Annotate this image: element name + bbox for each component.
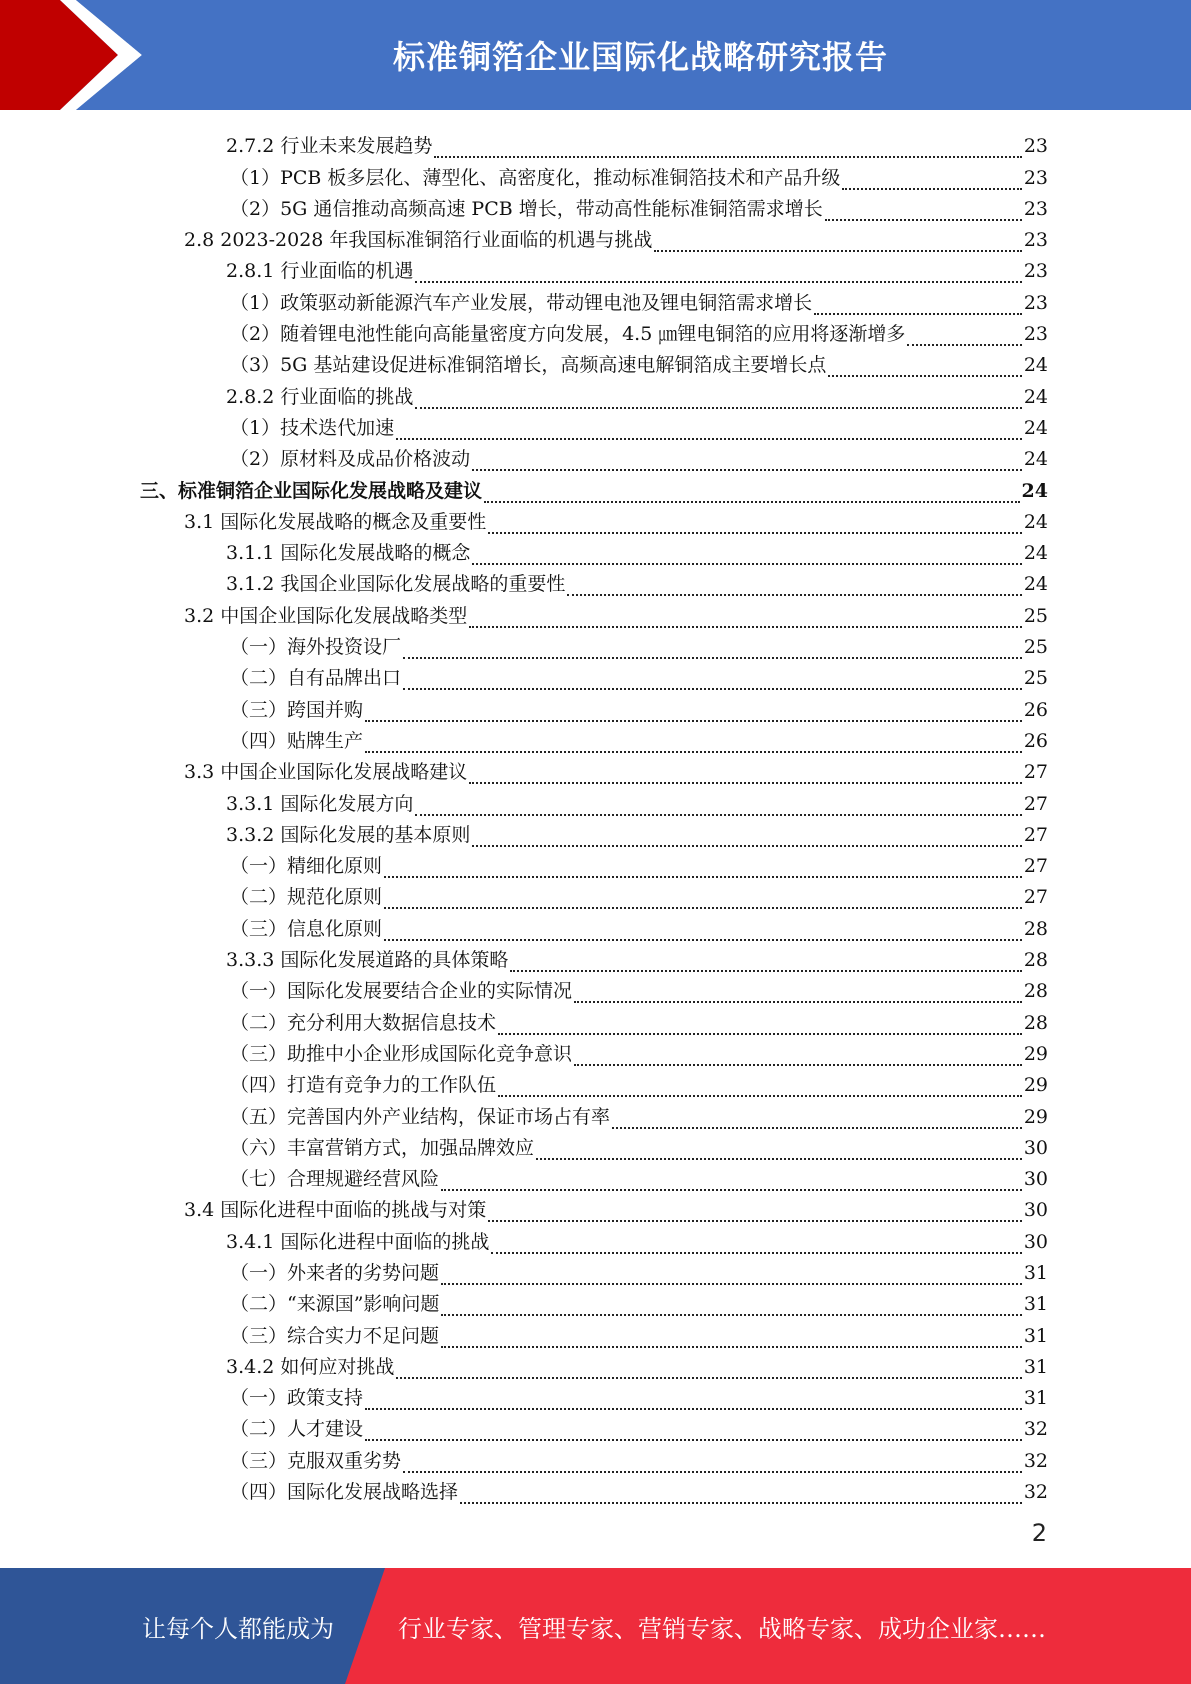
toc-entry[interactable] [140,1254,1048,1285]
toc-entry-page: 24 [1023,573,1048,596]
toc-dot-leader [814,296,1022,315]
toc-entry-page: 32 [1023,1481,1048,1504]
toc-entry-page: 24 [1023,354,1048,377]
toc-entry[interactable] [140,596,1048,627]
toc-dot-leader [828,358,1021,377]
toc-dot-leader [574,1047,1022,1066]
toc-dot-leader [469,609,1022,628]
toc-dot-leader [441,1329,1022,1348]
toc-entry[interactable] [140,221,1048,252]
toc-entry[interactable] [140,1222,1048,1253]
toc-entry[interactable] [140,690,1048,721]
toc-entry-page: 24 [1023,510,1048,533]
toc-entry[interactable] [140,1316,1048,1347]
toc-entry-page: 25 [1023,636,1048,659]
toc-entry[interactable] [140,565,1048,596]
toc-dot-leader [469,765,1022,784]
toc-entry-title: 3.2 中国企业国际化发展战略类型 [184,604,468,627]
toc-entry-title: （五）完善国内外产业结构，保证市场占有率 [230,1105,611,1128]
toc-entry-title: 2.8.2 行业面临的挑战 [226,385,414,408]
page-number: 2 [1031,1519,1047,1547]
toc-entry[interactable] [140,878,1048,909]
toc-dot-leader [498,1016,1022,1035]
toc-entry-page: 31 [1023,1261,1048,1284]
toc-entry[interactable] [140,1441,1048,1472]
toc-entry[interactable] [140,471,1048,502]
toc-dot-leader [365,703,1022,722]
toc-entry[interactable] [140,659,1048,690]
toc-entry-title: （二）充分利用大数据信息技术 [230,1011,497,1034]
toc-entry-title: 3.1.1 国际化发展战略的概念 [226,542,471,565]
toc-entry[interactable] [140,1129,1048,1160]
toc-entry[interactable] [140,1066,1048,1097]
toc-entry-title: （2）5G 通信推动高频高速 PCB 增长，带动高性能标准铜箔需求增长 [230,197,823,220]
toc-entry-title: （六）丰富营销方式，加强品牌效应 [230,1136,535,1159]
toc-dot-leader [510,953,1021,972]
toc-entry-title: （七）合理规避经营风险 [230,1168,440,1191]
toc-dot-leader [536,1141,1022,1160]
toc-entry[interactable] [140,503,1048,534]
toc-dot-leader [396,421,1022,440]
toc-entry-title: （二）自有品牌出口 [230,667,402,690]
toc-entry[interactable] [140,1097,1048,1128]
toc-dot-leader [384,859,1022,878]
toc-entry-page: 32 [1023,1449,1048,1472]
toc-entry[interactable] [140,1035,1048,1066]
toc-entry[interactable] [140,941,1048,972]
toc-entry-title: （二）“来源国”影响问题 [230,1293,440,1316]
toc-dot-leader [365,1391,1022,1410]
toc-entry-title: （三）跨国并购 [230,698,364,721]
toc-entry-page: 28 [1023,980,1048,1003]
toc-entry-title: 3.3.2 国际化发展的基本原则 [226,823,471,846]
page-footer [0,1568,1191,1684]
toc-entry-title: （2）原材料及成品价格波动 [230,448,471,471]
footer-slogan-right: 行业专家、管理专家、营销专家、战略专家、成功企业家…… [398,1614,1046,1643]
toc-entry-title: 3.4 国际化进程中面临的挑战与对策 [184,1199,487,1222]
toc-entry[interactable] [140,1160,1048,1191]
toc-dot-leader [491,1235,1021,1254]
toc-entry-title: （1）技术迭代加速 [230,416,395,439]
toc-dot-leader [384,890,1022,909]
toc-entry-page: 23 [1023,260,1048,283]
toc-entry-page: 30 [1023,1168,1048,1191]
toc-entry-page: 27 [1023,886,1048,909]
toc-dot-leader [403,640,1022,659]
toc-dot-leader [488,515,1022,534]
toc-entry-title: （四）打造有竞争力的工作队伍 [230,1074,497,1097]
toc-dot-leader [441,1297,1021,1316]
toc-entry-title: 3.3.1 国际化发展方向 [226,792,414,815]
toc-entry[interactable] [140,440,1048,471]
toc-entry[interactable] [140,252,1048,283]
toc-dot-leader [365,1422,1022,1441]
toc-entry-title: 2.7.2 行业未来发展趋势 [226,135,433,158]
toc-entry[interactable] [140,1285,1048,1316]
toc-dot-leader [415,797,1021,816]
toc-entry-page: 24 [1023,448,1048,471]
toc-entry-title: 3.3 中国企业国际化发展战略建议 [184,761,468,784]
toc-entry-title: （三）克服双重劣势 [230,1449,402,1472]
toc-entry[interactable] [140,628,1048,659]
toc-entry[interactable] [140,127,1048,158]
toc-entry-page: 23 [1023,166,1048,189]
toc-entry-page: 27 [1023,792,1048,815]
toc-entry[interactable] [140,158,1048,189]
toc-entry-page: 29 [1023,1105,1048,1128]
toc-entry-title: 3.3.3 国际化发展道路的具体策略 [226,949,509,972]
toc-entry-title: 2.8 2023-2028 年我国标准铜箔行业面临的机遇与挑战 [184,229,653,252]
toc-entry[interactable] [140,722,1048,753]
toc-entry-page: 29 [1023,1074,1048,1097]
toc-entry-page: 28 [1023,1011,1048,1034]
toc-dot-leader [567,577,1021,596]
footer-slogan-left: 让每个人都能成为 [142,1614,334,1643]
toc-entry-title: （二）规范化原则 [230,886,383,909]
toc-entry[interactable] [140,1410,1048,1441]
toc-dot-leader [472,546,1021,565]
toc-dot-leader [574,984,1022,1003]
toc-entry-page: 24 [1023,542,1048,565]
toc-entry[interactable] [140,972,1048,1003]
toc-entry-page: 31 [1023,1324,1048,1347]
toc-entry-page: 32 [1023,1418,1048,1441]
toc-entry-title: （三）综合实力不足问题 [230,1324,440,1347]
toc-entry-title: （一）国际化发展要结合企业的实际情况 [230,980,573,1003]
toc-entry[interactable] [140,534,1048,565]
toc-entry-page: 26 [1023,729,1048,752]
toc-entry-page: 28 [1023,949,1048,972]
toc-entry-title: （1）政策驱动新能源汽车产业发展，带动锂电池及锂电铜箔需求增长 [230,291,813,314]
toc-entry[interactable] [140,1473,1048,1504]
toc-entry-page: 26 [1023,698,1048,721]
toc-entry-title: （四）国际化发展战略选择 [230,1481,459,1504]
toc-dot-leader [403,671,1022,690]
toc-entry-page: 29 [1023,1042,1048,1065]
toc-entry[interactable] [140,190,1048,221]
toc-entry[interactable] [140,346,1048,377]
toc-entry-title: （一）外来者的劣势问题 [230,1261,440,1284]
toc-dot-leader [907,327,1021,346]
toc-dot-leader [415,264,1021,283]
toc-dot-leader [488,1203,1022,1222]
toc-dot-leader [403,1454,1022,1473]
toc-entry[interactable] [140,283,1048,314]
toc-entry-title: （1）PCB 板多层化、薄型化、高密度化，推动标准铜箔技术和产品升级 [230,166,841,189]
toc-entry-title: 三、标准铜箔企业国际化发展战略及建议 [140,479,483,502]
toc-entry-title: 3.4.2 如何应对挑战 [226,1355,395,1378]
header-arrow-decoration [0,0,150,110]
toc-dot-leader [441,1266,1022,1285]
toc-entry-page: 24 [1023,416,1048,439]
report-title: 标准铜箔企业国际化战略研究报告 [392,38,888,76]
toc-dot-leader [415,390,1021,409]
toc-entry-page: 31 [1023,1355,1048,1378]
toc-entry-title: 3.4.1 国际化进程中面临的挑战 [226,1230,490,1253]
toc-entry[interactable] [140,1191,1048,1222]
toc-dot-leader [472,452,1022,471]
toc-entry-title: （一）政策支持 [230,1387,364,1410]
toc-entry[interactable] [140,409,1048,440]
toc-entry-page: 23 [1023,291,1048,314]
toc-entry-title: （三）助推中小企业形成国际化竞争意识 [230,1042,573,1065]
toc-entry-page: 30 [1023,1199,1048,1222]
toc-entry-title: 3.1.2 我国企业国际化发展战略的重要性 [226,573,566,596]
toc-dot-leader [484,484,1020,503]
table-of-contents [140,127,1048,1504]
toc-entry-title: （三）信息化原则 [230,917,383,940]
toc-entry-title: （二）人才建设 [230,1418,364,1441]
toc-entry-title: （2）随着锂电池性能向高能量密度方向发展，4.5 ㎛锂电铜箔的应用将逐渐增多 [230,323,906,346]
toc-dot-leader [654,233,1021,252]
toc-entry-page: 24 [1021,479,1048,502]
toc-entry[interactable] [140,753,1048,784]
toc-entry-page: 25 [1023,667,1048,690]
toc-entry[interactable] [140,1379,1048,1410]
toc-dot-leader [842,171,1021,190]
toc-entry-page: 31 [1023,1387,1048,1410]
toc-entry-page: 31 [1023,1293,1048,1316]
toc-dot-leader [396,1360,1021,1379]
toc-entry-page: 27 [1023,761,1048,784]
toc-entry-page: 25 [1023,604,1048,627]
toc-entry-title: 2.8.1 行业面临的机遇 [226,260,414,283]
toc-entry[interactable] [140,816,1048,847]
toc-entry-title: （一）海外投资设厂 [230,636,402,659]
toc-entry-title: （3）5G 基站建设促进标准铜箔增长，高频高速电解铜箔成主要增长点 [230,354,827,377]
toc-entry[interactable] [140,909,1048,940]
toc-dot-leader [434,139,1021,158]
toc-dot-leader [498,1078,1022,1097]
toc-entry-page: 23 [1023,229,1048,252]
toc-dot-leader [612,1110,1022,1129]
toc-dot-leader [365,734,1022,753]
toc-entry-title: 3.1 国际化发展战略的概念及重要性 [184,510,487,533]
toc-entry-page: 24 [1023,385,1048,408]
toc-dot-leader [441,1172,1022,1191]
toc-entry-page: 27 [1023,855,1048,878]
toc-entry-title: （四）贴牌生产 [230,729,364,752]
toc-entry-title: （一）精细化原则 [230,855,383,878]
toc-entry[interactable] [140,1003,1048,1034]
toc-entry[interactable] [140,315,1048,346]
toc-entry[interactable] [140,1348,1048,1379]
page-header [0,0,1191,110]
toc-entry[interactable] [140,847,1048,878]
toc-entry-page: 23 [1023,323,1048,346]
toc-entry-page: 30 [1023,1230,1048,1253]
toc-entry-page: 23 [1023,135,1048,158]
toc-entry-page: 30 [1023,1136,1048,1159]
toc-entry[interactable] [140,377,1048,408]
toc-dot-leader [825,202,1022,221]
toc-entry[interactable] [140,784,1048,815]
toc-entry-page: 28 [1023,917,1048,940]
toc-dot-leader [472,828,1021,847]
toc-entry-page: 23 [1023,197,1048,220]
toc-entry-page: 27 [1023,823,1048,846]
toc-dot-leader [384,922,1022,941]
toc-dot-leader [460,1485,1022,1504]
